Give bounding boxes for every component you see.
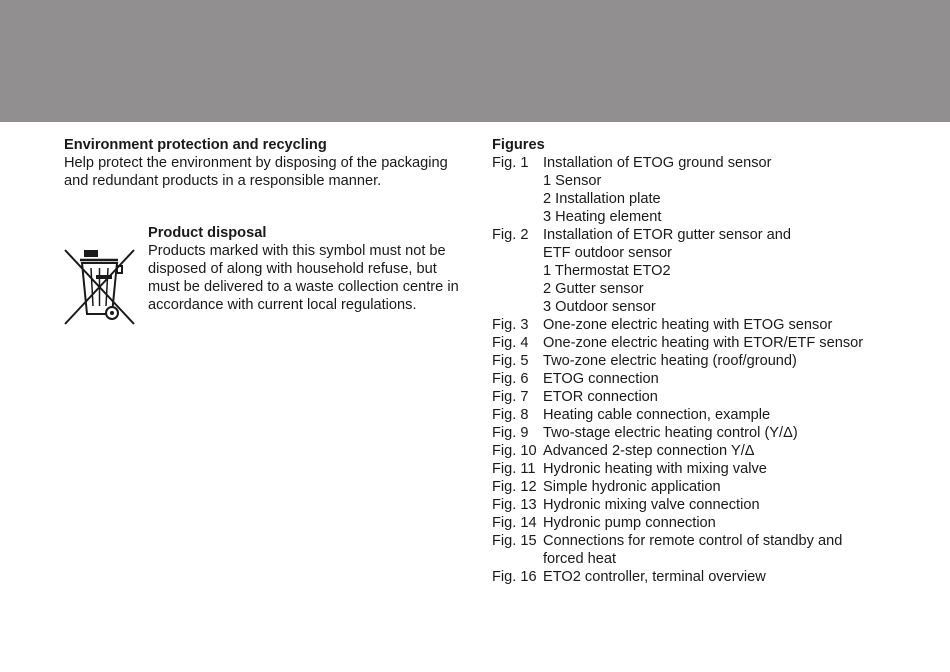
header-band	[0, 0, 950, 122]
figure-row	[492, 460, 932, 478]
figure-list-item	[492, 226, 932, 316]
figure-list-item	[492, 478, 932, 496]
figure-subitem: 2 Gutter sensor	[543, 281, 644, 297]
figure-title: Two-zone electric heating (roof/ground)	[543, 353, 797, 369]
figure-row	[492, 370, 932, 388]
figure-number: Fig. 1	[492, 155, 529, 171]
figure-title: ETO2 controller, terminal overview	[543, 569, 766, 585]
disposal-heading: Product disposal	[148, 225, 267, 241]
figure-title: Heating cable connection, example	[543, 407, 771, 423]
figure-row	[492, 154, 932, 172]
figure-row	[492, 532, 932, 550]
figure-list-item	[492, 460, 932, 478]
figure-title: One-zone electric heating with ETOR/ETF sensor	[543, 335, 864, 351]
figure-list-item	[492, 442, 932, 460]
figure-row	[492, 388, 932, 406]
figure-row	[492, 406, 932, 424]
disposal-section	[148, 224, 468, 314]
figure-subitem: 3 Heating element	[543, 209, 662, 225]
figure-subitem: 1 Thermostat ETO2	[543, 263, 671, 279]
figure-row	[492, 442, 932, 460]
figure-row	[492, 496, 932, 514]
figure-number: Fig. 13	[492, 497, 537, 513]
figure-number: Fig. 3	[492, 317, 529, 333]
figure-title: Hydronic mixing valve connection	[543, 497, 760, 513]
figure-subitem: 1 Sensor	[543, 173, 602, 189]
figure-number: Fig. 16	[492, 569, 537, 585]
figure-title: Simple hydronic application	[543, 479, 721, 495]
figure-subitem: 3 Outdoor sensor	[543, 299, 656, 315]
figures-heading: Figures	[492, 137, 545, 153]
figure-number: Fig. 6	[492, 371, 529, 387]
figure-list-item	[492, 370, 932, 388]
figure-number: Fig. 10	[492, 443, 537, 459]
figure-list-item	[492, 496, 932, 514]
figure-title: Hydronic pump connection	[543, 515, 716, 531]
figure-number: Fig. 9	[492, 425, 529, 441]
figure-list-item	[492, 568, 932, 586]
figure-row	[492, 478, 932, 496]
figure-number: Fig. 7	[492, 389, 529, 405]
figure-list-item	[492, 406, 932, 424]
figures-section	[492, 136, 932, 586]
environment-heading: Environment protection and recycling	[64, 137, 327, 153]
figure-list-item	[492, 514, 932, 532]
figure-list-item	[492, 316, 932, 334]
environment-section	[64, 136, 464, 190]
figure-number: Fig. 8	[492, 407, 529, 423]
figure-row	[492, 514, 932, 532]
figure-list-item	[492, 424, 932, 442]
figure-title: ETOR connection	[543, 389, 658, 405]
figure-row	[492, 226, 932, 244]
figure-list-item	[492, 532, 932, 568]
figure-title: One-zone electric heating with ETOG sensor	[543, 317, 833, 333]
figure-subitem: forced heat	[543, 551, 617, 567]
figure-subitem: ETF outdoor sensor	[543, 245, 672, 261]
figure-title: Two-stage electric heating control (Y/Δ)	[543, 425, 798, 441]
crossed-out-wheelie-bin-icon	[63, 246, 137, 328]
figure-row	[492, 316, 932, 334]
disposal-body: Products marked with this symbol must not be disposed of along with household refuse, but must be delivered to a waste collection centre in accordance with current local regulations.	[148, 243, 459, 313]
figure-number: Fig. 15	[492, 533, 537, 549]
figure-title: ETOG connection	[543, 371, 659, 387]
figure-row	[492, 334, 932, 352]
figure-number: Fig. 2	[492, 227, 529, 243]
figure-list-item	[492, 154, 932, 226]
figure-number: Fig. 12	[492, 479, 537, 495]
figure-list-item	[492, 334, 932, 352]
figure-title: Hydronic heating with mixing valve	[543, 461, 767, 477]
environment-body: Help protect the environment by disposing of the packaging and redundant products in a responsible manner.	[64, 155, 448, 189]
figure-title: Advanced 2-step connection Y/Δ	[543, 443, 755, 459]
figure-row	[492, 424, 932, 442]
figure-row	[492, 352, 932, 370]
figure-number: Fig. 14	[492, 515, 537, 531]
figure-number: Fig. 5	[492, 353, 529, 369]
figure-list-item	[492, 388, 932, 406]
figure-number: Fig. 4	[492, 335, 529, 351]
figure-row	[492, 568, 932, 586]
figure-list-item	[492, 352, 932, 370]
figure-number: Fig. 11	[492, 461, 536, 477]
figure-title: Installation of ETOG ground sensor	[543, 155, 772, 171]
figure-title: Connections for remote control of standby and	[543, 533, 843, 549]
figure-subitem: 2 Installation plate	[543, 191, 661, 207]
figures-list	[492, 154, 932, 586]
figure-title: Installation of ETOR gutter sensor and	[543, 227, 791, 243]
